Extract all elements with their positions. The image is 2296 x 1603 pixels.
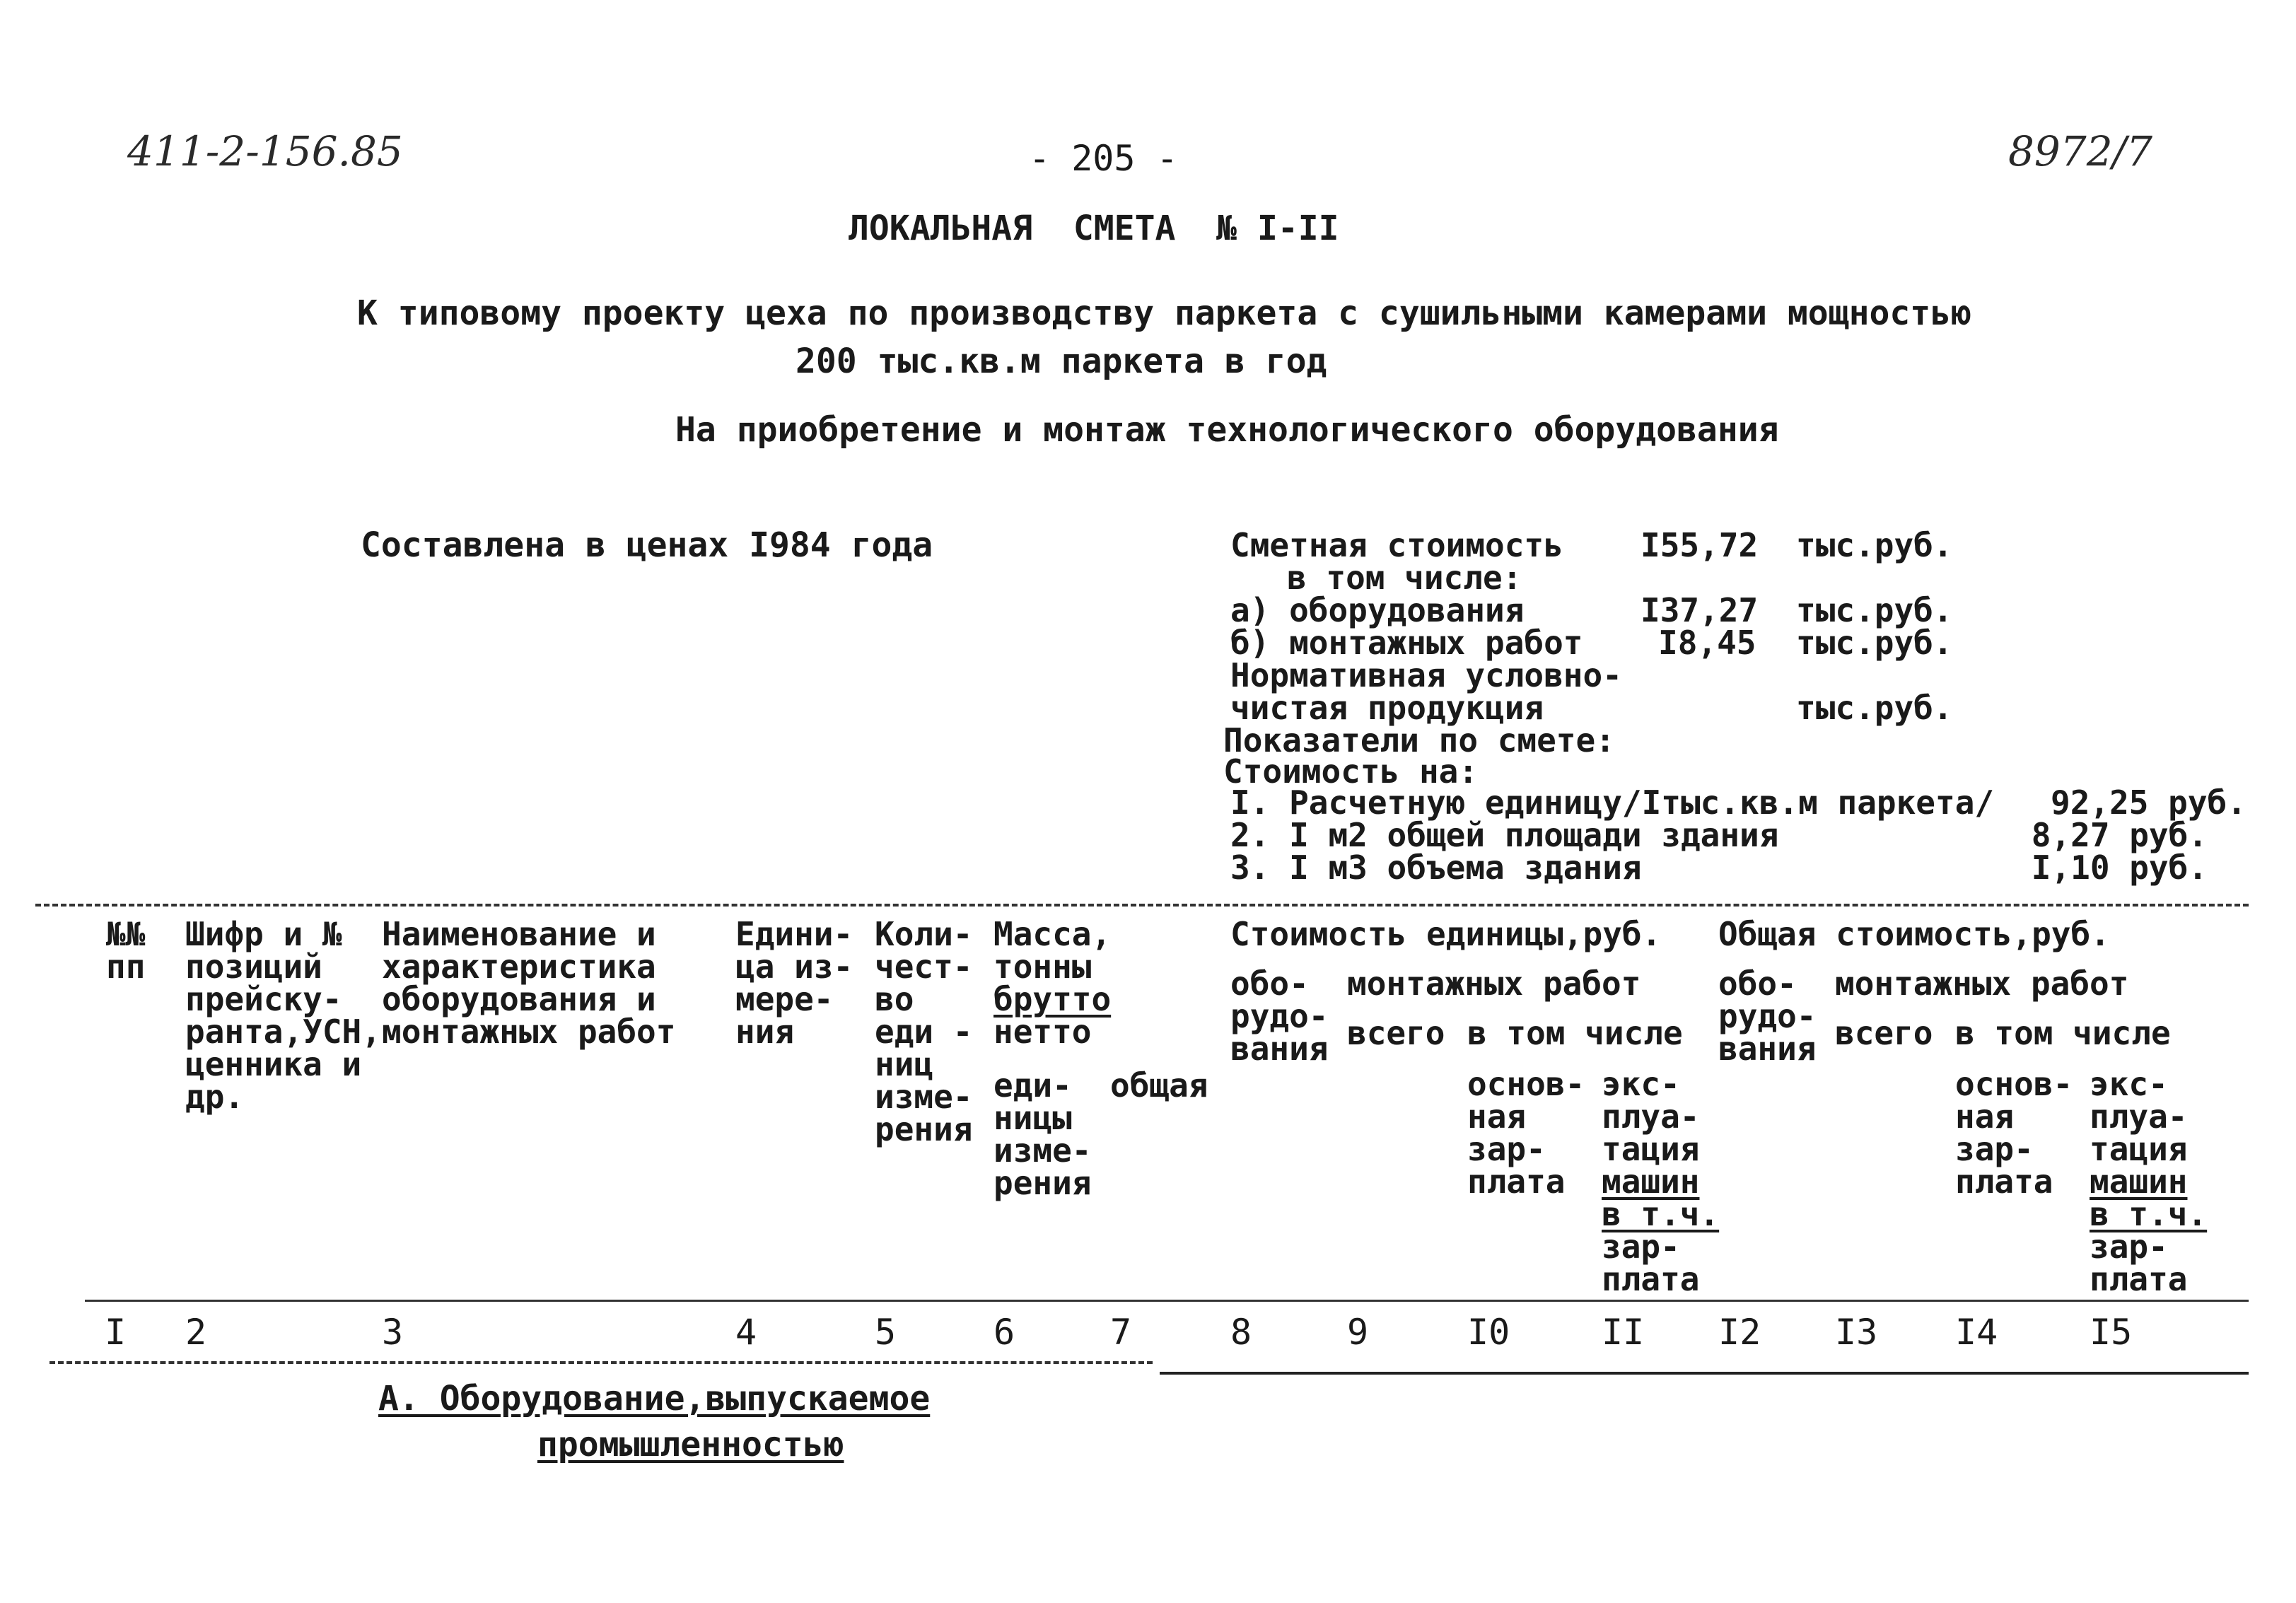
header-col-5-line: рения — [875, 1110, 973, 1148]
machine-ops-line: плуа- — [1602, 1097, 1700, 1136]
equipment-unit: тыс.руб. — [1796, 591, 1953, 629]
mass-netto: нетто — [993, 1013, 1092, 1051]
column-number: 4 — [735, 1312, 757, 1353]
total-cost-install-total: всего — [1835, 1014, 1933, 1052]
column-number: 2 — [185, 1312, 207, 1353]
document-title: ЛОКАЛЬНАЯ СМЕТА № I-II — [849, 209, 1339, 248]
header-col-1 — [106, 915, 146, 986]
header-col-3-line: Наименование и — [382, 915, 656, 953]
total-cost-machine-ops — [2090, 1065, 2208, 1298]
section-heading-line-2: промышленностью — [537, 1425, 844, 1464]
column-numbers-rule-left — [49, 1361, 1153, 1364]
indicator-3-value: I,10 руб. — [2031, 849, 2208, 887]
header-col-2-line: др. — [185, 1078, 245, 1116]
cost-per-label: Стоимость на: — [1223, 752, 1479, 791]
column-number: 9 — [1347, 1312, 1369, 1353]
unit-cost-equipment — [1230, 964, 1329, 1068]
unit-cost-base-wage — [1467, 1065, 1585, 1201]
equipment-line: вания — [1718, 1030, 1817, 1068]
header-col-5-line: ниц — [875, 1045, 934, 1083]
header-col-5-line: еди - — [875, 1013, 973, 1051]
header-col-2 — [185, 915, 381, 1116]
total-cost-install-title: монтажных работ — [1835, 964, 2129, 1003]
base-wage-line: основ- — [1467, 1065, 1585, 1103]
machine-ops-line: экс- — [2090, 1065, 2168, 1103]
estimated-cost-label: Сметная стоимость — [1230, 526, 1563, 564]
machine-wage-line: в т.ч. — [1602, 1195, 1720, 1233]
unit-cost-install-total: всего — [1347, 1014, 1445, 1052]
unit-cost-title: Стоимость единицы,руб. — [1230, 915, 1662, 953]
header-col-7: общая — [1110, 1066, 1208, 1104]
equipment-value: I37,27 — [1641, 591, 1759, 629]
header-col-6 — [993, 1066, 1092, 1202]
header-col-4-line: Едини- — [735, 915, 853, 953]
equipment-line: вания — [1230, 1030, 1329, 1068]
normative-label-1: Нормативная условно- — [1230, 656, 1622, 694]
header-col-6-line: еди- — [993, 1066, 1072, 1104]
total-cost-base-wage — [1955, 1065, 2073, 1201]
header-col-3-line: оборудования и — [382, 980, 656, 1018]
total-cost-title: Общая стоимость,руб. — [1718, 915, 2110, 953]
base-wage-line: основ- — [1955, 1065, 2073, 1103]
header-col-2-line: ценника и — [185, 1045, 362, 1083]
machine-ops-line: тация — [2090, 1130, 2188, 1168]
base-wage-line: зар- — [1955, 1130, 2034, 1168]
subtitle-line-1: К типовому проекту цеха по производству паркета с сушильными камерами мощностью — [357, 293, 1971, 333]
machine-ops-line: плуа- — [2090, 1097, 2188, 1136]
machine-wage-line: плата — [1602, 1260, 1700, 1298]
header-col-2-line: ранта,УСН, — [185, 1013, 381, 1051]
machine-ops-line: экс- — [1602, 1065, 1680, 1103]
machine-ops-line: тация — [1602, 1130, 1700, 1168]
header-col-3-line: характеристика — [382, 948, 656, 986]
normative-label-2: чистая продукция — [1230, 689, 1544, 727]
indicator-1-label: I. Расчетную единицу/Iтыс.кв.м паркета/ — [1230, 783, 1995, 822]
equipment-line: рудо- — [1718, 997, 1817, 1035]
mass-title: Масса, — [993, 915, 1112, 953]
column-number: 8 — [1230, 1312, 1252, 1353]
mass-brutto: брутто — [993, 980, 1112, 1018]
header-col-6-line: изме- — [993, 1131, 1092, 1170]
column-number: 6 — [993, 1312, 1015, 1353]
column-number: 5 — [875, 1312, 897, 1353]
estimated-cost-unit: тыс.руб. — [1796, 526, 1953, 564]
base-wage-line: плата — [1955, 1162, 2053, 1201]
normative-unit: тыс.руб. — [1796, 689, 1953, 727]
header-col-5-line: Коли- — [875, 915, 973, 953]
indicator-3-label: 3. I м3 объема здания — [1230, 849, 1642, 887]
header-col-4 — [735, 915, 853, 1051]
column-number: I3 — [1835, 1312, 1878, 1353]
total-cost-including: в том числе — [1955, 1014, 2171, 1052]
indicator-1-value: 92,25 руб. — [2051, 783, 2247, 822]
machine-ops-line: машин — [2090, 1162, 2188, 1201]
column-number: I4 — [1955, 1312, 1998, 1353]
header-col-4-line: ния — [735, 1013, 795, 1051]
equipment-line: обо- — [1230, 964, 1309, 1003]
project-code: 411-2-156.85 — [127, 127, 403, 175]
header-col-4-line: мере- — [735, 980, 834, 1018]
header-col-5 — [875, 915, 973, 1148]
column-number: II — [1602, 1312, 1645, 1353]
machine-wage-line: зар- — [2090, 1228, 2168, 1266]
installation-label: б) монтажных работ — [1230, 624, 1583, 662]
header-col-5-line: во — [875, 980, 914, 1018]
total-cost-equipment — [1718, 964, 1817, 1068]
indicator-2-label: 2. I м2 общей площади здания — [1230, 816, 1779, 854]
subtitle-line-2: 200 тыс.кв.м паркета в год — [796, 342, 1327, 381]
purpose-line: На приобретение и монтаж технологического оборудования — [675, 410, 1779, 450]
header-col-3 — [382, 915, 676, 1051]
machine-wage-line: зар- — [1602, 1228, 1680, 1266]
installation-value: I8,45 — [1658, 624, 1756, 662]
column-number: I — [105, 1312, 127, 1353]
header-col-2-line: Шифр и № — [185, 915, 342, 953]
machine-ops-line: машин — [1602, 1162, 1700, 1201]
base-wage-line: зар- — [1467, 1130, 1546, 1168]
installation-unit: тыс.руб. — [1796, 624, 1953, 662]
including-label: в том числе: — [1287, 559, 1522, 597]
header-col-5-line: изме- — [875, 1078, 973, 1116]
unit-cost-including: в том числе — [1467, 1014, 1683, 1052]
page-number: - 205 - — [1029, 138, 1178, 179]
header-col-4-line: ца из- — [735, 948, 853, 986]
equipment-line: рудо- — [1230, 997, 1329, 1035]
column-number: 3 — [382, 1312, 404, 1353]
machine-wage-line: в т.ч. — [2090, 1195, 2208, 1233]
column-number: 7 — [1110, 1312, 1132, 1353]
header-mass — [993, 915, 1112, 1051]
header-bottom-rule — [85, 1300, 2249, 1302]
header-col-6-line: рения — [993, 1164, 1092, 1202]
equipment-label: а) оборудования — [1230, 591, 1525, 629]
header-col-1-line: №№ — [106, 915, 146, 953]
mass-tonnes: тонны — [993, 948, 1092, 986]
archive-code: 8972/7 — [2008, 127, 2153, 175]
column-numbers-rule-right — [1160, 1372, 2249, 1375]
column-number: I5 — [2090, 1312, 2133, 1353]
prices-note: Составлена в ценах I984 года — [361, 525, 933, 565]
base-wage-line: плата — [1467, 1162, 1566, 1201]
column-number: I0 — [1467, 1312, 1510, 1353]
header-col-1-line: пп — [106, 948, 146, 986]
indicator-2-value: 8,27 руб. — [2031, 816, 2208, 854]
section-heading-line-1: А. Оборудование,выпускаемое — [378, 1379, 931, 1418]
unit-cost-install-title: монтажных работ — [1347, 964, 1641, 1003]
header-col-3-line: монтажных работ — [382, 1013, 676, 1051]
header-col-5-line: чест- — [875, 948, 973, 986]
unit-cost-machine-ops — [1602, 1065, 1720, 1298]
column-number: I2 — [1718, 1312, 1761, 1353]
base-wage-line: ная — [1467, 1097, 1527, 1136]
machine-wage-line: плата — [2090, 1260, 2188, 1298]
header-col-6-line: ницы — [993, 1099, 1072, 1137]
header-col-2-line: позиций — [185, 948, 322, 986]
equipment-line: обо- — [1718, 964, 1797, 1003]
base-wage-line: ная — [1955, 1097, 2015, 1136]
header-col-2-line: прейску- — [185, 980, 342, 1018]
table-top-rule — [35, 904, 2249, 907]
indicators-label: Показатели по смете: — [1223, 721, 1615, 759]
estimated-cost-value: I55,72 — [1641, 526, 1759, 564]
